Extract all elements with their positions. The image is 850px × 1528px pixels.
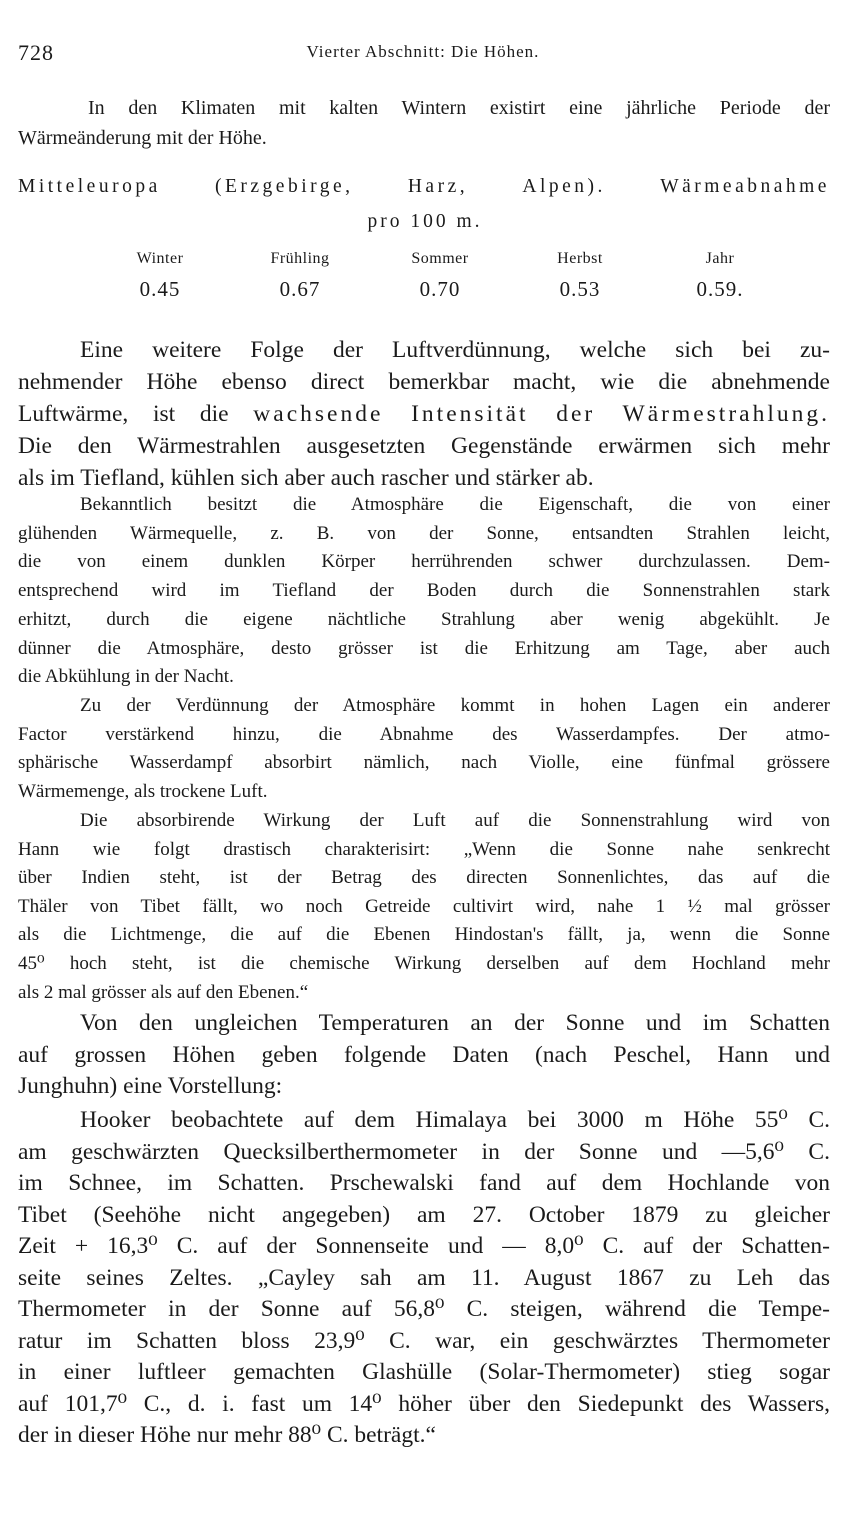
paragraph-radiation bbox=[18, 334, 830, 494]
text-line: In den Klimaten mit kalten Wintern existirt eine jährliche Periode der bbox=[88, 97, 830, 119]
text-line: auf grossen Höhen geben folgende Daten (nach Peschel, Hann und bbox=[18, 1041, 830, 1068]
season-header: Jahr bbox=[705, 250, 735, 267]
seasons-table bbox=[90, 246, 790, 306]
season-value: 0.70 bbox=[419, 277, 461, 301]
text-line: die von einem dunklen Körper herrührenden schwer durchzulassen. Dem- bbox=[18, 551, 830, 573]
region-title-part: (Erzgebirge, bbox=[215, 176, 354, 197]
text-line: auf 101,7⁰ C., d. i. fast um 14⁰ höher über den Siedepunkt des Wassers, bbox=[18, 1390, 830, 1417]
season-value: 0.67 bbox=[279, 277, 321, 301]
text-line: Die den Wärmestrahlen ausgesetzten Gegenstände erwärmen sich mehr bbox=[18, 433, 830, 459]
text-line: erhitzt, durch die eigene nächtliche Strahlung aber wenig abgekühlt. Je bbox=[18, 608, 830, 630]
text-line: sphärische Wasserdampf absorbirt nämlich, nach Violle, eine fünfmal grössere bbox=[18, 752, 830, 773]
paragraph-atmosphere bbox=[18, 491, 830, 692]
text-line: der in dieser Höhe nur mehr 88⁰ C. beträgt.“ bbox=[18, 1422, 436, 1448]
text-line: nehmender Höhe ebenso direct bemerkbar macht, wie die abnehmende bbox=[18, 369, 830, 395]
text-line bbox=[18, 398, 830, 430]
text-line: die Abkühlung in der Nacht. bbox=[18, 666, 234, 688]
paragraph-data-intro bbox=[18, 1008, 830, 1103]
text-line: Wärmeänderung mit der Höhe. bbox=[18, 127, 267, 149]
text-line: seite seines Zeltes. „Cayley sah am 11. August 1867 zu Leh das bbox=[18, 1264, 830, 1291]
text-line: als die Lichtmenge, die auf die Ebenen Hindostan's fällt, ja, wenn die Sonne bbox=[18, 924, 830, 946]
emphasis-text: wachsende Intensität der Wärmestrahlung. bbox=[253, 401, 830, 427]
page-header bbox=[18, 40, 828, 70]
text-line: Thermometer in der Sonne auf 56,8⁰ C. steigen, während die Tempe- bbox=[18, 1296, 830, 1322]
page-number: 728 bbox=[18, 40, 54, 65]
region-subtitle: pro 100 m. bbox=[367, 211, 483, 232]
text-segment: Luftwärme, ist die bbox=[18, 401, 229, 427]
text-line: Junghuhn) eine Vorstellung: bbox=[18, 1073, 283, 1099]
text-line: ratur im Schatten bloss 23,9⁰ C. war, ein geschwärztes Thermometer bbox=[18, 1327, 830, 1354]
season-value: 0.59. bbox=[696, 277, 744, 301]
text-line: Die absorbirende Wirkung der Luft auf die Sonnenstrahlung wird von bbox=[80, 810, 830, 831]
text-line: Zeit + 16,3⁰ C. auf der Sonnenseite und — 8,0⁰ C. auf der Schatten- bbox=[18, 1233, 830, 1259]
season-header: Herbst bbox=[557, 250, 603, 267]
text-line: Tibet (Seehöhe nicht angegeben) am 27. October 1879 zu gleicher bbox=[18, 1201, 830, 1228]
text-line: als 2 mal grösser als auf den Ebenen.“ bbox=[18, 981, 309, 1003]
season-value: 0.45 bbox=[139, 277, 181, 301]
text-line: als im Tiefland, kühlen sich aber auch rascher und stärker ab. bbox=[18, 465, 594, 491]
text-line: Bekanntlich besitzt die Atmosphäre die Eigenschaft, die von einer bbox=[80, 494, 830, 515]
region-title-part: Alpen). bbox=[522, 176, 606, 197]
text-line: entsprechend wird im Tiefland der Boden durch die Sonnenstrahlen stark bbox=[18, 580, 830, 602]
text-line: in einer luftleer gemachten Glashülle (Solar-Thermometer) stieg sogar bbox=[18, 1359, 830, 1385]
text-line: Hann wie folgt drastisch charakterisirt: „Wenn die Sonne nahe senkrecht bbox=[18, 838, 830, 860]
text-line: Factor verstärkend hinzu, die Abnahme des Wasserdampfes. Der atmo- bbox=[18, 723, 830, 745]
text-line: glühenden Wärmequelle, z. B. von der Sonne, entsandten Strahlen leicht, bbox=[18, 522, 830, 544]
text-line: Zu der Verdünnung der Atmosphäre kommt in hohen Lagen ein anderer bbox=[80, 695, 830, 716]
text-line: 45⁰ hoch steht, ist die chemische Wirkung derselben auf dem Hochland mehr bbox=[18, 952, 830, 974]
season-value: 0.53 bbox=[559, 277, 601, 301]
season-header: Sommer bbox=[411, 250, 469, 267]
paragraph-vapour bbox=[18, 692, 830, 806]
region-title-part: Harz, bbox=[407, 176, 469, 197]
text-line: im Schnee, im Schatten. Prschewalski fand auf dem Hochlande von bbox=[18, 1170, 830, 1196]
text-line: Eine weitere Folge der Luftverdünnung, welche sich bei zu- bbox=[80, 337, 830, 363]
text-line: Von den ungleichen Temperaturen an der Sonne und im Schatten bbox=[80, 1010, 830, 1036]
seasons-header-row bbox=[90, 246, 790, 272]
paragraph-hann bbox=[18, 807, 830, 1007]
text-line: Thäler von Tibet fällt, wo noch Getreide cultivirt wird, nahe 1 ½ mal grösser bbox=[18, 895, 830, 917]
text-line: am geschwärzten Quecksilberthermometer in der Sonne und —5,6⁰ C. bbox=[18, 1138, 830, 1165]
seasons-value-row bbox=[90, 272, 790, 306]
text-line: Hooker beobachtete auf dem Himalaya bei 3000 m Höhe 55⁰ C. bbox=[80, 1107, 830, 1133]
paragraph-hooker bbox=[18, 1105, 830, 1452]
season-header: Frühling bbox=[270, 250, 330, 267]
running-title: Vierter Abschnitt: Die Höhen. bbox=[306, 42, 540, 61]
text-line: über Indien steht, ist der Betrag des directen Sonnenlichtes, das auf die bbox=[18, 867, 830, 889]
intro-paragraph bbox=[18, 93, 830, 153]
season-header: Winter bbox=[136, 250, 184, 267]
region-title-part: Mitteleuropa bbox=[18, 176, 161, 197]
region-title-part: Wärmeabnahme bbox=[660, 176, 830, 197]
text-line: Wärmemenge, als trockene Luft. bbox=[18, 780, 268, 802]
region-title bbox=[18, 176, 830, 198]
text-line: dünner die Atmosphäre, desto grösser ist die Erhitzung am Tage, aber auch bbox=[18, 637, 830, 659]
